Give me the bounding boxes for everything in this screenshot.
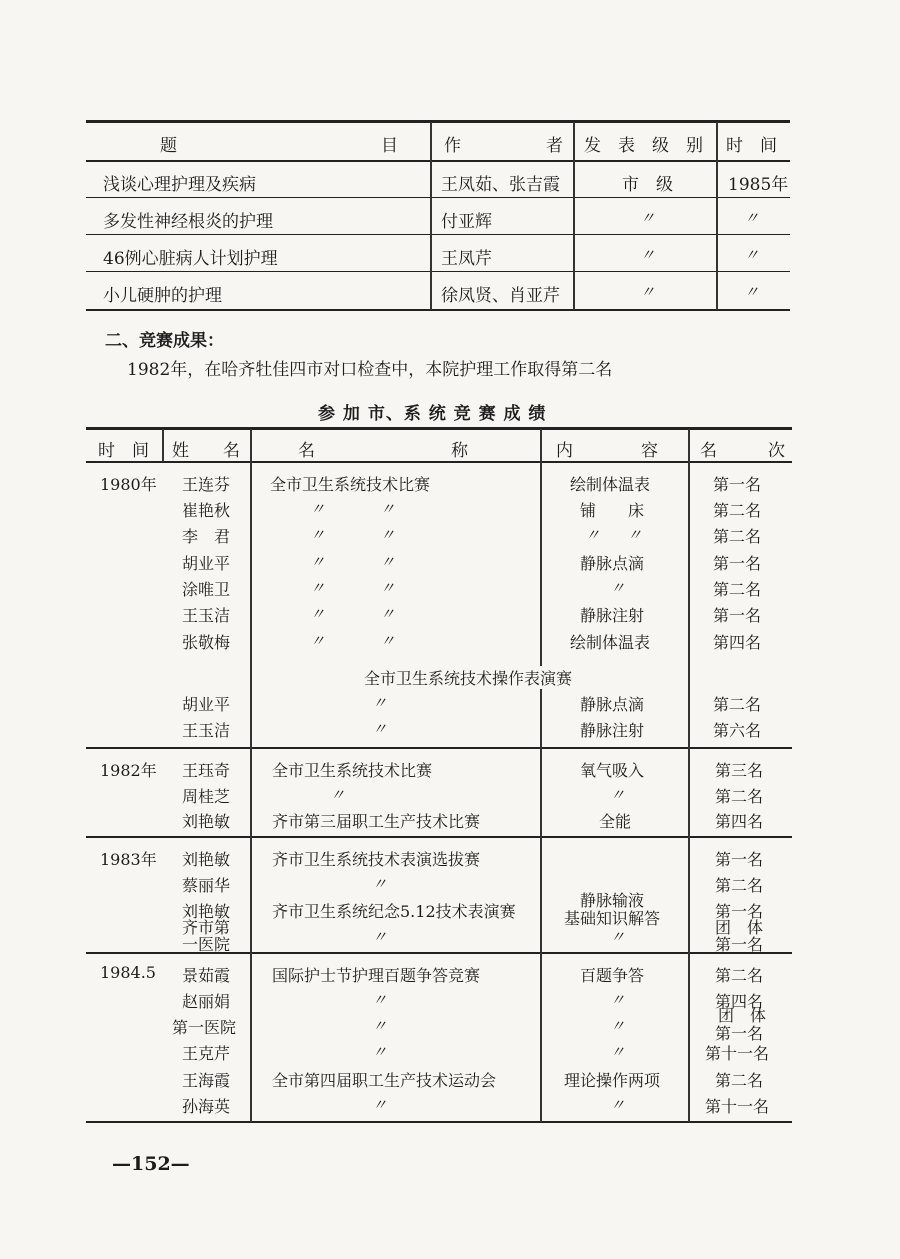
cell-rank: 第一名 (713, 554, 762, 573)
cell-content: 绘制体温表 (570, 633, 651, 652)
cell-level: 市 级 (622, 175, 673, 195)
cell-content: 绘制体温表 (570, 475, 651, 494)
cell-name: 张敬梅 (182, 633, 231, 652)
cell-event: 〃 〃 (310, 579, 395, 597)
cell-author: 付亚辉 (441, 212, 492, 232)
cell-content: 〃 (610, 579, 625, 597)
cell-event: 齐市第三届职工生产技术比赛 (272, 812, 481, 831)
cell-name: 蔡丽华 (182, 876, 231, 895)
cell-content: 〃 〃 (585, 526, 642, 544)
cell-rank: 第一名 (713, 606, 762, 625)
cell-rank: 第三名 (715, 761, 764, 780)
cell-content: 静脉注射 (580, 721, 645, 740)
cell-content: 铺 床 (580, 501, 645, 520)
cell-time: 〃 (744, 246, 759, 264)
group-year: 1984.5 (100, 963, 156, 982)
column-divider (430, 122, 432, 310)
column-divider (540, 429, 542, 1122)
cell-event: 〃 (372, 1096, 387, 1114)
section-paragraph: 1982年，在哈齐牡佳四市对口检查中，本院护理工作取得第二名 (127, 360, 613, 380)
cell-rank: 第二名 (715, 787, 764, 806)
cell-rank: 第六名 (713, 721, 762, 740)
cell-title: 小儿硬肿的护理 (103, 286, 222, 306)
cell-rank: 第二名 (715, 1071, 764, 1090)
cell-name: 周桂芝 (182, 787, 231, 806)
cell-content: 静脉点滴 (580, 695, 645, 714)
header-name: 姓 名 (172, 441, 240, 461)
table-row-rule (86, 197, 790, 198)
cell-rank: 第一名 (715, 850, 764, 869)
cell-rank: 第一名 (713, 475, 762, 494)
cell-rank: 第四名 (715, 812, 764, 831)
cell-name: 刘艳敏 (182, 902, 231, 921)
header-rank: 名 次 (700, 441, 785, 461)
cell-event: 〃 〃 (310, 553, 395, 571)
cell-rank: 第四名 (713, 633, 762, 652)
cell-name: 一医院 (182, 935, 231, 954)
cell-content: 理论操作两项 (564, 1071, 661, 1090)
column-divider (573, 122, 575, 310)
cell-event: 〃 (330, 786, 345, 804)
header-time: 时 间 (98, 441, 149, 461)
cell-name: 景茹霞 (182, 966, 231, 985)
cell-title: 多发性神经根炎的护理 (103, 212, 273, 232)
cell-event: 〃 (372, 875, 387, 893)
column-divider (250, 429, 252, 1122)
cell-rank: 第二名 (715, 876, 764, 895)
cell-level: 〃 (640, 209, 655, 227)
cell-author: 徐凤贤、肖亚芹 (441, 286, 560, 306)
header-content: 内 容 (556, 441, 658, 461)
cell-rank: 团 体 (718, 1006, 767, 1025)
group-year: 1980年 (100, 475, 157, 494)
header-level: 发 表 级 别 (584, 136, 703, 156)
table-bottom-rule (86, 309, 790, 311)
cell-content: 〃 (610, 1096, 625, 1114)
header-author: 作 者 (444, 136, 563, 156)
column-divider (688, 429, 690, 1122)
cell-event: 〃 (372, 928, 387, 946)
table-row-rule (86, 234, 790, 235)
cell-name: 刘艳敏 (182, 850, 231, 869)
cell-time: 1985年 (728, 175, 789, 195)
header-title: 题 目 (160, 136, 398, 156)
cell-content: 静脉输液 (580, 891, 645, 910)
cell-content: 静脉注射 (580, 606, 645, 625)
cell-rank: 第二名 (713, 501, 762, 520)
cell-event: 〃 〃 (310, 632, 395, 650)
cell-event: 〃 〃 (310, 526, 395, 544)
table-header-rule (86, 160, 790, 162)
cell-rank: 第一名 (715, 902, 764, 921)
cell-rank: 第二名 (713, 527, 762, 546)
cell-name: 王玉洁 (182, 606, 231, 625)
table-header-rule (86, 461, 792, 463)
cell-name: 胡业平 (182, 554, 231, 573)
cell-level: 〃 (640, 283, 655, 301)
cell-rank: 团 体 (715, 918, 764, 937)
cell-content: 百题争答 (580, 966, 645, 985)
cell-rank: 第十一名 (705, 1044, 770, 1063)
cell-event: 〃 〃 (310, 500, 395, 518)
cell-event: 〃 (372, 1017, 387, 1035)
cell-rank: 第一名 (715, 1024, 764, 1043)
cell-content: 氧气吸入 (580, 761, 645, 780)
group-year: 1983年 (100, 850, 157, 869)
cell-name: 孙海英 (182, 1097, 231, 1116)
cell-event: 〃 (372, 720, 387, 738)
group-rule (86, 747, 792, 749)
cell-title: 46例心脏病人计划护理 (103, 249, 278, 269)
table-bottom-rule (86, 1121, 792, 1123)
cell-event: 〃 (372, 694, 387, 712)
cell-event: 齐市卫生系统纪念5.12技术表演赛 (272, 902, 516, 921)
cell-name: 王海霞 (182, 1071, 231, 1090)
cell-content: 〃 (610, 1043, 625, 1061)
cell-event: 〃 〃 (310, 605, 395, 623)
cell-content: 静脉点滴 (580, 554, 645, 573)
cell-content: 〃 (610, 991, 625, 1009)
cell-name: 齐市第 (182, 918, 231, 937)
cell-rank: 第二名 (713, 580, 762, 599)
cell-title: 浅谈心理护理及疾病 (103, 175, 256, 195)
cell-rank: 第四名 (715, 992, 764, 1011)
cell-event: 全市第四届职工生产技术运动会 (272, 1071, 497, 1090)
section-heading: 二、竞赛成果： (105, 331, 224, 351)
header-time: 时 间 (726, 136, 777, 156)
cell-event: 国际护士节护理百题争答竞赛 (272, 966, 481, 985)
cell-event: 全市卫生系统技术比赛 (270, 475, 431, 494)
cell-content: 基础知识解答 (564, 909, 661, 928)
cell-author: 王凤芹 (441, 249, 492, 269)
column-divider (716, 122, 718, 310)
cell-event: 〃 (372, 1043, 387, 1061)
table-top-rule (86, 120, 790, 123)
cell-time: 〃 (744, 209, 759, 227)
cell-content: 全能 (599, 812, 632, 831)
cell-author: 王凤茹、张吉霞 (441, 175, 560, 195)
cell-name: 刘艳敏 (182, 812, 231, 831)
group-year: 1982年 (100, 761, 157, 780)
cell-name: 胡业平 (182, 695, 231, 714)
cell-rank: 第十一名 (705, 1097, 770, 1116)
cell-name: 王珏奇 (182, 761, 231, 780)
cell-name: 王克芹 (182, 1044, 231, 1063)
table-row-rule (86, 271, 790, 272)
cell-name: 第一医院 (172, 1018, 237, 1037)
cell-name: 李 君 (182, 527, 231, 546)
cell-rank: 第一名 (715, 935, 764, 954)
cell-content: 〃 (610, 928, 625, 946)
cell-event: 全市卫生系统技术比赛 (272, 761, 433, 780)
cell-name: 王连芬 (182, 475, 231, 494)
header-event: 名 称 (298, 441, 468, 461)
cell-rank: 第二名 (715, 966, 764, 985)
cell-name: 赵丽娟 (182, 992, 231, 1011)
cell-event-spanning: 全市卫生系统技术操作表演赛 (362, 666, 574, 689)
table-top-rule (86, 427, 792, 430)
cell-rank: 第二名 (713, 695, 762, 714)
cell-time: 〃 (744, 283, 759, 301)
cell-level: 〃 (640, 246, 655, 264)
cell-event: 〃 (372, 991, 387, 1009)
cell-event: 齐市卫生系统技术表演选拔赛 (272, 850, 481, 869)
cell-content: 〃 (610, 1017, 625, 1035)
cell-name: 涂唯卫 (182, 580, 231, 599)
cell-name: 崔艳秋 (182, 501, 231, 520)
page-number: —152— (112, 1153, 190, 1175)
column-divider (162, 429, 164, 462)
competition-table-title: 参 加 市、系 统 竞 赛 成 绩 (318, 404, 547, 424)
cell-content: 〃 (610, 786, 625, 804)
cell-name: 王玉洁 (182, 721, 231, 740)
group-rule (86, 836, 792, 838)
